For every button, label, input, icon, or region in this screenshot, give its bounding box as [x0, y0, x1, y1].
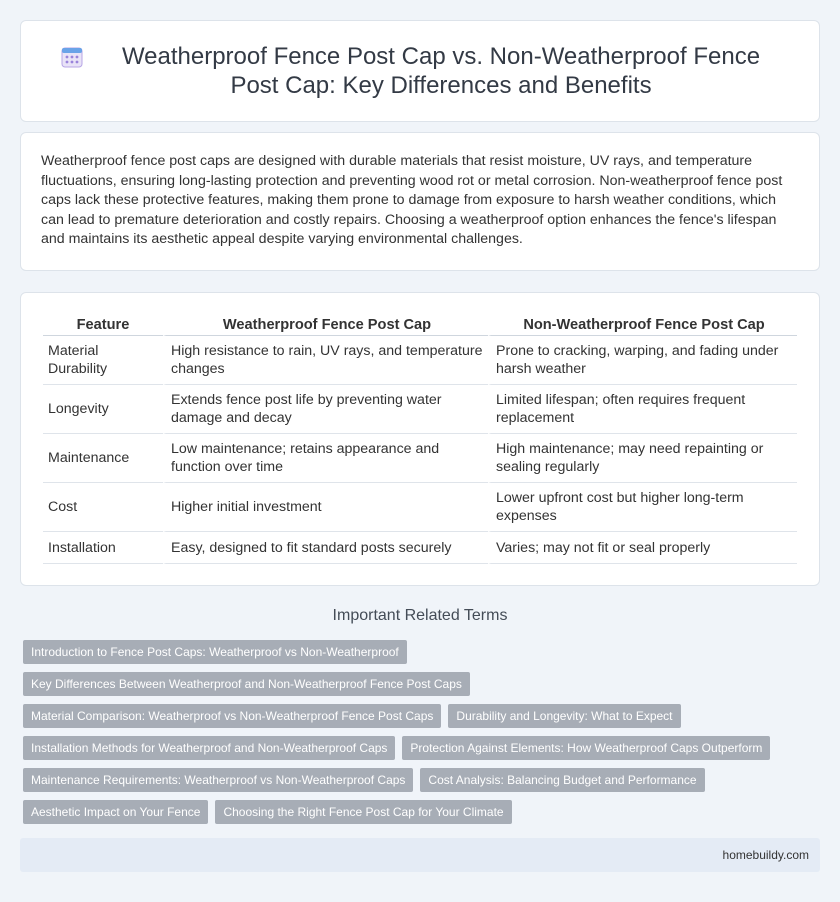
tag-row	[23, 704, 813, 728]
weatherproof-cell: Low maintenance; retains appearance and function over time	[163, 434, 488, 483]
intro-card	[20, 132, 820, 271]
header-weatherproof: Weatherproof Fence Post Cap	[163, 313, 488, 336]
table-row	[43, 336, 797, 385]
table-row	[43, 385, 797, 434]
weatherproof-cell: Extends fence post life by preventing water damage and decay	[163, 385, 488, 434]
non-weatherproof-cell: Lower upfront cost but higher long-term expenses	[488, 483, 797, 532]
table-row	[43, 483, 797, 532]
weatherproof-cell: High resistance to rain, UV rays, and temperature changes	[163, 336, 488, 385]
header-feature: Feature	[43, 313, 163, 336]
footer	[20, 838, 820, 872]
related-term-tag[interactable]: Key Differences Between Weatherproof and Non-Weatherproof Fence Post Caps	[23, 672, 470, 696]
related-term-tag[interactable]: Installation Methods for Weatherproof and Non-Weatherproof Caps	[23, 736, 395, 760]
related-term-tag[interactable]: Protection Against Elements: How Weatherproof Caps Outperform	[402, 736, 770, 760]
tag-row	[23, 640, 813, 664]
related-term-tag[interactable]: Material Comparison: Weatherproof vs Non-Weatherproof Fence Post Caps	[23, 704, 441, 728]
related-term-tag[interactable]: Introduction to Fence Post Caps: Weatherproof vs Non-Weatherproof	[23, 640, 407, 664]
feature-cell: Longevity	[43, 385, 163, 434]
non-weatherproof-cell: Prone to cracking, warping, and fading under harsh weather	[488, 336, 797, 385]
table-header-row	[43, 313, 797, 336]
related-term-tag[interactable]: Durability and Longevity: What to Expect	[448, 704, 680, 728]
feature-cell: Maintenance	[43, 434, 163, 483]
weatherproof-cell: Easy, designed to fit standard posts securely	[163, 532, 488, 564]
related-terms-list	[23, 640, 813, 832]
non-weatherproof-cell: Limited lifespan; often requires frequent replacement	[488, 385, 797, 434]
non-weatherproof-cell: Varies; may not fit or seal properly	[488, 532, 797, 564]
table-row	[43, 532, 797, 564]
title-card	[20, 20, 820, 122]
table-row	[43, 434, 797, 483]
related-term-tag[interactable]: Aesthetic Impact on Your Fence	[23, 800, 208, 824]
related-term-tag[interactable]: Cost Analysis: Balancing Budget and Performance	[420, 768, 704, 792]
page-title: Weatherproof Fence Post Cap vs. Non-Weatherproof Fence Post Cap: Key Differences and Benefits	[121, 43, 761, 99]
feature-cell: Cost	[43, 483, 163, 532]
tag-row	[23, 672, 813, 696]
non-weatherproof-cell: High maintenance; may need repainting or sealing regularly	[488, 434, 797, 483]
header-non-weatherproof: Non-Weatherproof Fence Post Cap	[488, 313, 797, 336]
feature-cell: Installation	[43, 532, 163, 564]
related-terms-heading: Important Related Terms	[332, 607, 508, 624]
tag-row	[23, 800, 813, 824]
feature-cell: Material Durability	[43, 336, 163, 385]
intro-paragraph: Weatherproof fence post caps are designed with durable materials that resist moisture, UV rays, and temperature fluctuations, ensuring long-lasting protection and preventing wood rot or metal corrosion. Non-weatherproof fence post caps lack these protective features, making them prone to damage from exposure to harsh weather conditions, which can lead to premature deterioration and costly repairs. Choosing a weatherproof option enhances the fence's lifespan and maintains its aesthetic appeal despite varying environmental challenges.	[41, 153, 783, 248]
tag-row	[23, 768, 813, 792]
related-term-tag[interactable]: Maintenance Requirements: Weatherproof vs Non-Weatherproof Caps	[23, 768, 413, 792]
comparison-table-card	[20, 292, 820, 586]
title-wrap	[61, 42, 779, 100]
footer-site-link[interactable]: homebuildy.com	[722, 848, 809, 862]
tag-row	[23, 736, 813, 760]
calendar-grid-icon	[61, 46, 83, 68]
related-term-tag[interactable]: Choosing the Right Fence Post Cap for Your Climate	[215, 800, 511, 824]
comparison-table	[43, 313, 797, 564]
weatherproof-cell: Higher initial investment	[163, 483, 488, 532]
